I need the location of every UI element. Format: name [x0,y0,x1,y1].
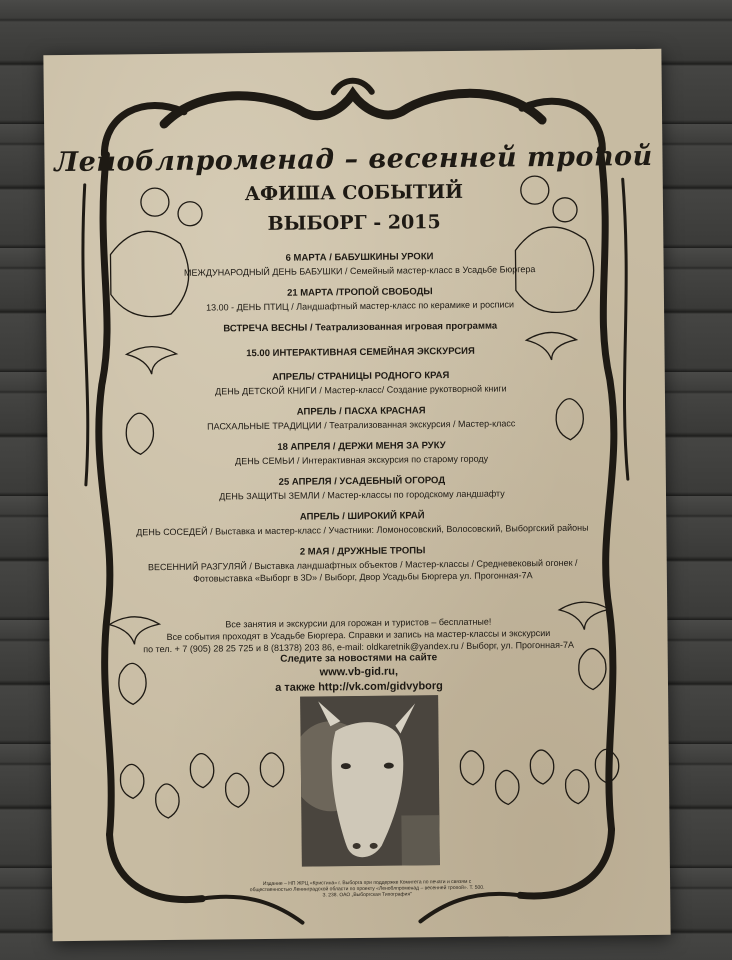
event-description: ДЕНЬ ЗАЩИТЫ ЗЕМЛИ / Мастер-классы по городскому ландшафту [219,487,505,501]
event-item [125,250,593,280]
news-call: Следите за новостями на сайте [280,652,438,665]
vk-link[interactable]: а также http://vk.com/gidvyborg [275,680,443,694]
goat-illustration [300,695,440,866]
event-heading: 18 АПРЕЛЯ / ДЕРЖИ МЕНЯ ЗА РУКУ [277,440,446,453]
event-description: МЕЖДУНАРОДНЫЙ ДЕНЬ БАБУШКИ / Семейный мастер-класс в Усадьбе Бюргера [183,263,536,278]
events-list [125,250,597,596]
poster-subtitle: АФИША СОБЫТИЙ [244,180,464,206]
event-heading: АПРЕЛЬ/ СТРАНИЦЫ РОДНОГО КРАЯ [272,370,450,383]
event-heading: 21 МАРТА /ТРОПОЙ СВОБОДЫ [286,286,433,299]
event-heading: 15.00 ИНТЕРАКТИВНАЯ СЕМЕЙНАЯ ЭКСКУРСИЯ [246,345,475,359]
print-credits: Издание – НП ЖРЦ «Кристина» г. Выборга при поддержке Комитета по печати и связям с общественностью Ленинградской области по проекту «Леноблпроменад – весенней тропой». Т. 500. З. 238. ОАО „Выборгская Типография" [249,878,485,899]
event-description: ДЕНЬ СЕМЬИ / Интерактивная экскурсия по старому городу [235,453,489,466]
event-description: ДЕНЬ ДЕТСКОЙ КНИГИ / Мастер-класс/ Создание рукотворной книги [215,382,507,396]
event-description: 13.00 - ДЕНЬ ПТИЦ / Ландшафтный мастер-класс по керамике и росписи [205,298,515,313]
event-description: ДЕНЬ СОСЕДЕЙ / Выставка и мастер-класс / Участники: Ломоносовский, Волосовский, Выборгский районы [136,522,589,537]
event-item [126,285,594,315]
free-notice: Все занятия и экскурсии для горожан и туристов – бесплатные! [225,616,492,630]
website-link[interactable]: www.vb-gid.ru, [319,665,399,679]
venue-info: Все события проходят в Усадьбе Бюргера. Справки и запись на мастер-классы и экскурсии [166,627,551,643]
poster-city-year: ВЫБОРГ - 2015 [267,211,441,235]
event-item [127,439,595,469]
event-item [126,344,594,361]
contacts: по тел. + 7 (905) 28 25 725 и 8 (81378) 203 86, e-mail: oldkaretnik@yandex.ru / Выборг, ул. Прогонная-7А [143,639,574,655]
poster-footer [119,614,598,697]
event-poster [43,49,670,941]
poster-title: Леноблпроменад – весенней тропой [54,140,653,179]
event-item [127,404,595,434]
event-heading: 2 МАЯ / ДРУЖНЫЕ ТРОПЫ [299,545,426,558]
event-item [126,320,594,337]
goat-photo [300,695,440,866]
event-item [127,369,595,399]
event-heading: АПРЕЛЬ / ПАСХА КРАСНАЯ [296,405,426,418]
event-description: ВЕСЕННИЙ РАЗГУЛЯЙ / Выставка ландшафтных объектов / Мастер-классы / Средневековый огонек / Фотовыставка «Выборг в 3D» / Выборг, Двор Усадьбы Бюргера ул. Прогонная-7А [147,557,578,584]
event-heading: 6 МАРТА / БАБУШКИНЫ УРОКИ [285,251,434,264]
event-item [129,543,597,585]
event-heading: АПРЕЛЬ / ШИРОКИЙ КРАЙ [299,510,425,523]
event-heading: ВСТРЕЧА ВЕСНЫ / Театрализованная игровая программа [223,320,498,335]
event-item [128,508,596,538]
event-heading: 25 АПРЕЛЯ / УСАДЕБНЫЙ ОГОРОД [278,475,446,488]
event-description: ПАСХАЛЬНЫЕ ТРАДИЦИИ / Театрализованная экскурсия / Мастер-класс [207,417,516,432]
event-item [128,473,596,503]
